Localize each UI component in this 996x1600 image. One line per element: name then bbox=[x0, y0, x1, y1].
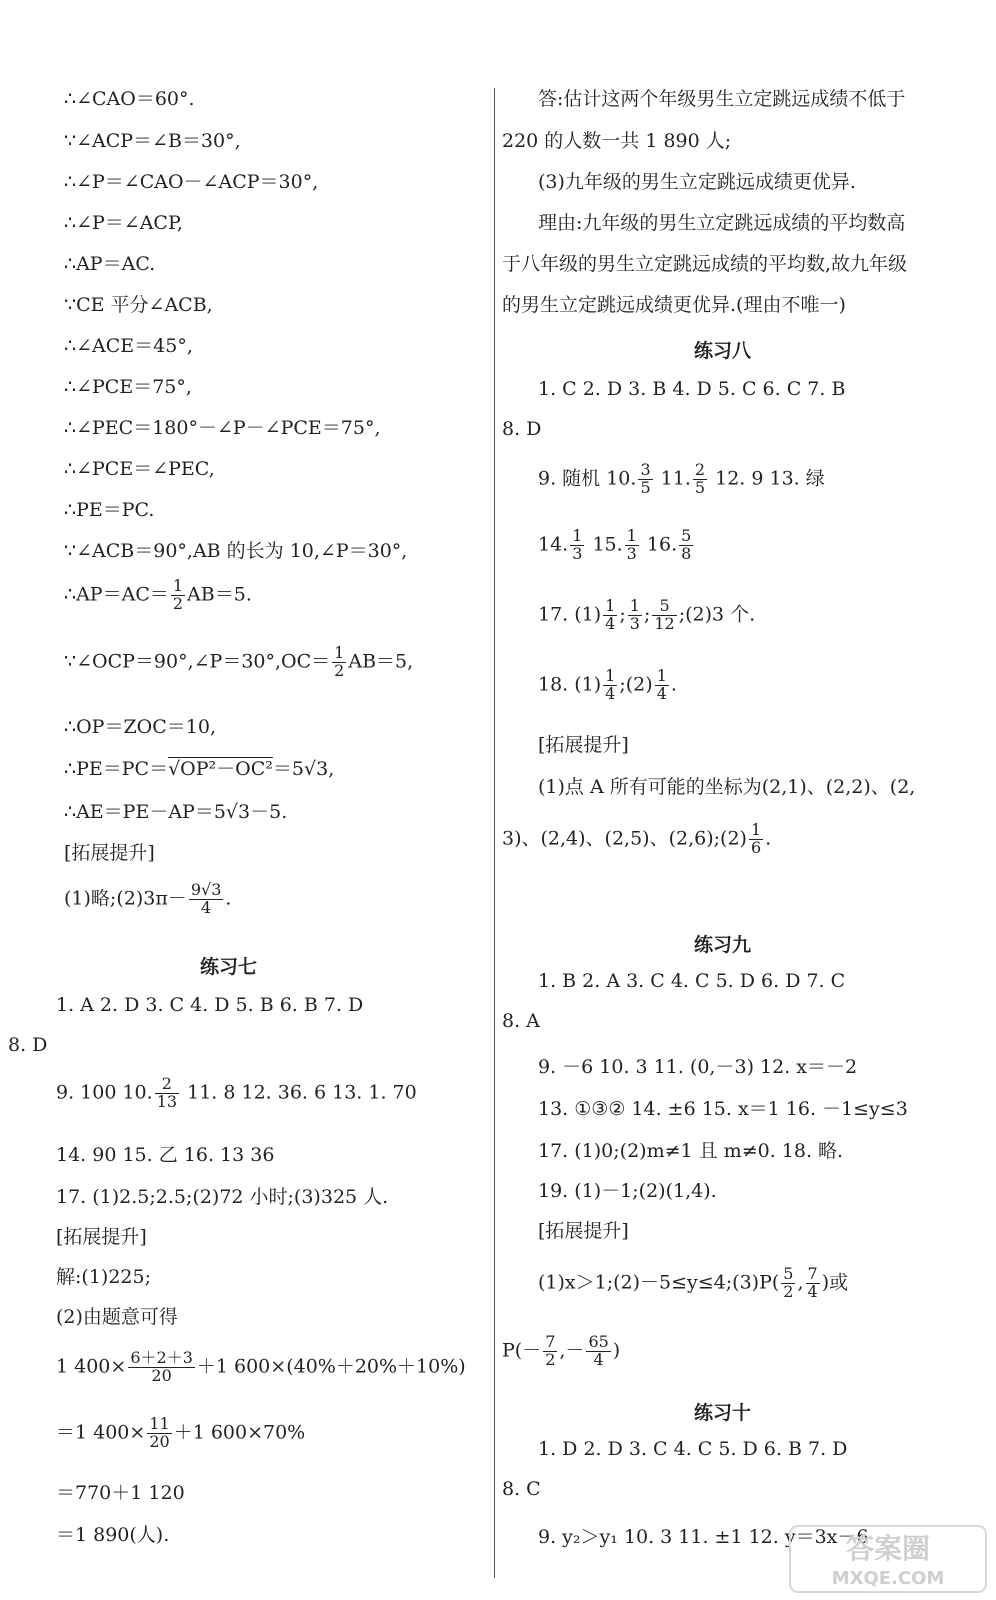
line-text: ; bbox=[619, 603, 626, 626]
line-text: P(－ bbox=[502, 1339, 542, 1362]
line-text: 11. 8 12. 36. 6 13. 1. 70 bbox=[181, 1081, 417, 1104]
numerator: 9√3 bbox=[190, 880, 222, 899]
line-text: 15. bbox=[586, 533, 623, 556]
solution-line: ∴∠P＝∠CAO－∠ACP＝30°, bbox=[64, 171, 319, 193]
line-text: AB＝5. bbox=[187, 583, 252, 606]
numerator: 1 bbox=[750, 820, 762, 839]
solution-line: ∵∠ACB＝90°,AB 的长为 10,∠P＝30°, bbox=[64, 540, 408, 562]
numerator: 5 bbox=[681, 526, 692, 545]
numerator: 7 bbox=[807, 1264, 818, 1283]
denominator: 2 bbox=[334, 660, 345, 680]
numerator: 5 bbox=[652, 598, 676, 616]
line-text: ) bbox=[612, 1339, 621, 1362]
fraction bbox=[128, 1350, 195, 1385]
line-text: 16. bbox=[640, 533, 678, 556]
answer-line: (1)点 A 所有可能的坐标为(2,1)、(2,2)、(2, bbox=[538, 776, 916, 798]
solution-line bbox=[64, 578, 252, 613]
line-text: AB＝5, bbox=[348, 650, 414, 673]
fraction bbox=[655, 668, 669, 703]
answer-line: 1. C 2. D 3. B 4. D 5. C 6. C 7. B bbox=[538, 378, 846, 400]
numerator: 1 bbox=[626, 526, 637, 545]
solution-line: 理由:九年级的男生立定跳远成绩的平均数高 bbox=[538, 212, 906, 234]
solution-line: ∴∠PCE＝∠PEC, bbox=[64, 458, 215, 480]
fraction bbox=[638, 462, 652, 497]
numerator: 2 bbox=[155, 1076, 179, 1094]
solution-line: ∴∠PCE＝75°, bbox=[64, 376, 192, 398]
answer-line: (2)由题意可得 bbox=[56, 1306, 178, 1328]
answer-line: 17. (1)0;(2)m≠1 且 m≠0. 18. 略. bbox=[538, 1140, 844, 1162]
line-text: )或 bbox=[821, 1271, 849, 1294]
line-text: ;(2) bbox=[619, 673, 653, 696]
numerator: 2 bbox=[694, 460, 706, 479]
answer-line: 1. D 2. D 3. C 4. C 5. D 6. B 7. D bbox=[538, 1438, 848, 1460]
section-tag: [拓展提升] bbox=[538, 734, 629, 756]
fraction bbox=[189, 882, 224, 917]
numerator: 6＋2＋3 bbox=[130, 1348, 193, 1367]
numerator: 5 bbox=[783, 1264, 794, 1283]
line-text: ＝5√3, bbox=[272, 758, 335, 780]
section-heading: 练习八 bbox=[694, 340, 752, 362]
watermark-text: 答案圈 bbox=[845, 1532, 931, 1565]
solution-line: ∴∠PEC＝180°－∠P－∠PCE＝75°, bbox=[64, 417, 381, 439]
numerator: 3 bbox=[640, 460, 651, 479]
answer-line: 9. y₂＞y₁ 10. 3 11. ±1 12. y＝3x－6 bbox=[538, 1526, 869, 1548]
section-heading: 练习七 bbox=[200, 956, 258, 978]
numerator: 1 bbox=[629, 596, 640, 615]
fraction bbox=[781, 1266, 795, 1301]
denominator: 4 bbox=[605, 683, 616, 703]
fraction bbox=[171, 578, 185, 613]
fraction bbox=[625, 528, 639, 563]
answer-line bbox=[502, 1334, 620, 1369]
fraction bbox=[332, 645, 346, 680]
numerator: 1 bbox=[605, 596, 616, 615]
fraction bbox=[147, 1416, 171, 1451]
solution-line bbox=[64, 882, 231, 917]
left-column bbox=[0, 0, 490, 1600]
fraction bbox=[628, 598, 642, 633]
solution-line: (3)九年级的男生立定跳远成绩更优异. bbox=[538, 171, 856, 193]
solution-line bbox=[64, 754, 334, 781]
numerator: 7 bbox=[545, 1332, 556, 1351]
solution-line: 的男生立定跳远成绩更优异.(理由不唯一) bbox=[502, 294, 846, 316]
line-text: ∵∠OCP＝90°,∠P＝30°,OC＝ bbox=[64, 650, 331, 673]
line-text: ＋1 600×(40%＋20%＋10%) bbox=[196, 1355, 466, 1378]
fraction bbox=[652, 598, 676, 633]
line-text: 18. (1) bbox=[538, 673, 602, 696]
line-text: (1)略;(2)3π－ bbox=[64, 887, 187, 910]
section-tag: [拓展提升] bbox=[64, 842, 155, 864]
answer-line bbox=[538, 462, 825, 497]
numerator: 65 bbox=[588, 1332, 609, 1351]
section-heading: 练习十 bbox=[694, 1402, 752, 1424]
denominator: 12 bbox=[654, 613, 675, 633]
numerator: 11 bbox=[149, 1414, 170, 1433]
watermark-logo bbox=[788, 1524, 988, 1594]
answer-line: 13. ①③② 14. ±6 15. x＝1 16. －1≤y≤3 bbox=[538, 1098, 908, 1120]
fraction bbox=[806, 1266, 820, 1301]
denominator: 2 bbox=[545, 1349, 556, 1369]
solution-line bbox=[64, 645, 413, 680]
section-tag: [拓展提升] bbox=[538, 1220, 629, 1242]
numerator: 1 bbox=[605, 666, 616, 685]
line-text: 9. 随机 10. bbox=[538, 467, 637, 490]
denominator: 5 bbox=[694, 477, 706, 497]
answer-line bbox=[56, 1416, 305, 1451]
numerator: 1 bbox=[656, 666, 667, 685]
numerator: 1 bbox=[334, 643, 345, 662]
denominator: 4 bbox=[605, 613, 616, 633]
line-text: ;(2)3 个. bbox=[678, 603, 756, 626]
denominator: 3 bbox=[626, 543, 637, 563]
line-text: 3)、(2,4)、(2,5)、(2,6);(2) bbox=[502, 827, 747, 850]
line-text: . bbox=[225, 887, 232, 910]
answer-line bbox=[538, 1266, 848, 1301]
solution-line: ∴AE＝PE－AP＝5√3－5. bbox=[64, 801, 288, 823]
denominator: 4 bbox=[656, 683, 667, 703]
solution-line: ∴OP＝ZOC＝10, bbox=[64, 716, 216, 738]
fraction bbox=[603, 598, 617, 633]
fraction bbox=[155, 1076, 179, 1111]
answer-line: 14. 90 15. 乙 16. 13 36 bbox=[56, 1144, 275, 1166]
denominator: 4 bbox=[593, 1349, 604, 1369]
line-text: ∴PE＝PC＝ bbox=[64, 758, 169, 780]
section-heading: 练习九 bbox=[694, 934, 752, 956]
denominator: 2 bbox=[783, 1281, 794, 1301]
line-text: 17. (1) bbox=[538, 603, 602, 626]
line-text: ,－ bbox=[559, 1339, 585, 1362]
answer-line: 8. D bbox=[502, 418, 542, 440]
line-text: , bbox=[797, 1271, 804, 1294]
solution-line: ∴∠CAO＝60°. bbox=[64, 88, 195, 110]
line-text: 12. 9 13. 绿 bbox=[709, 467, 825, 490]
denominator: 20 bbox=[149, 1431, 170, 1451]
answer-line bbox=[538, 668, 677, 703]
answer-line: 1. A 2. D 3. C 4. D 5. B 6. B 7. D bbox=[56, 994, 364, 1016]
answer-line: 8. C bbox=[502, 1478, 541, 1500]
line-text: 11. bbox=[654, 467, 691, 490]
line-text: ＝1 400× bbox=[56, 1421, 146, 1444]
answer-line: 17. (1)2.5;2.5;(2)72 小时;(3)325 人. bbox=[56, 1186, 389, 1208]
fraction bbox=[543, 1334, 557, 1369]
line-text: ; bbox=[643, 603, 651, 626]
solution-line: ∴AP＝AC. bbox=[64, 253, 156, 275]
line-text: (1)x＞1;(2)－5≤y≤4;(3)P( bbox=[538, 1271, 780, 1294]
answer-line: 19. (1)－1;(2)(1,4). bbox=[538, 1180, 717, 1202]
solution-line: 于八年级的男生立定跳远成绩的平均数,故九年级 bbox=[502, 253, 908, 275]
fraction bbox=[749, 822, 763, 857]
answer-line: 8. A bbox=[502, 1010, 540, 1032]
line-text: ∴AP＝AC＝ bbox=[64, 583, 169, 606]
denominator: 4 bbox=[807, 1281, 818, 1301]
solution-line: 220 的人数一共 1 890 人; bbox=[502, 130, 732, 152]
denominator: 20 bbox=[151, 1365, 172, 1385]
numerator: 1 bbox=[172, 576, 184, 595]
solution-line: ∴∠ACE＝45°, bbox=[64, 335, 193, 357]
denominator: 8 bbox=[681, 543, 692, 563]
answer-line bbox=[56, 1350, 466, 1385]
denominator: 6 bbox=[750, 837, 762, 857]
denominator: 4 bbox=[201, 897, 212, 917]
denominator: 2 bbox=[172, 593, 184, 613]
denominator: 3 bbox=[629, 613, 640, 633]
answer-line: 8. D bbox=[8, 1034, 48, 1056]
answer-line bbox=[56, 1076, 417, 1111]
answer-line bbox=[538, 528, 695, 563]
answer-line: ＝1 890(人). bbox=[56, 1524, 170, 1546]
line-text: . bbox=[765, 827, 772, 850]
answer-line bbox=[502, 822, 771, 857]
answer-line: 9. －6 10. 3 11. (0,－3) 12. x＝－2 bbox=[538, 1056, 858, 1078]
line-text: . bbox=[670, 673, 677, 696]
fraction bbox=[603, 668, 617, 703]
line-text: 9. 100 10. bbox=[56, 1081, 153, 1104]
numerator: 1 bbox=[572, 526, 583, 545]
line-text: 1 400× bbox=[56, 1355, 127, 1378]
answer-line: ＝770＋1 120 bbox=[56, 1482, 185, 1504]
solution-line: ∴∠P＝∠ACP, bbox=[64, 212, 183, 234]
denominator: 13 bbox=[156, 1091, 178, 1111]
solution-line: ∴PE＝PC. bbox=[64, 499, 155, 521]
line-text: 14. bbox=[538, 533, 569, 556]
column-divider bbox=[494, 88, 495, 1578]
fraction bbox=[679, 528, 693, 563]
solution-line: 答:估计这两个年级男生立定跳远成绩不低于 bbox=[538, 88, 906, 110]
denominator: 5 bbox=[640, 477, 651, 497]
answer-line bbox=[538, 598, 755, 633]
watermark-url: MXQE.COM bbox=[831, 1568, 945, 1589]
solution-line: ∵CE 平分∠ACB, bbox=[64, 294, 213, 316]
fraction bbox=[570, 528, 584, 563]
denominator: 3 bbox=[572, 543, 583, 563]
answer-line: 解:(1)225; bbox=[56, 1266, 151, 1288]
square-root: √OP²－OC² bbox=[168, 758, 273, 780]
solution-line: ∵∠ACP＝∠B＝30°, bbox=[64, 130, 241, 152]
fraction bbox=[693, 462, 707, 497]
right-column bbox=[498, 0, 996, 1600]
section-tag: [拓展提升] bbox=[56, 1226, 147, 1248]
fraction bbox=[586, 1334, 610, 1369]
answer-line: 1. B 2. A 3. C 4. C 5. D 6. D 7. C bbox=[538, 970, 846, 992]
line-text: ＋1 600×70% bbox=[173, 1421, 306, 1444]
